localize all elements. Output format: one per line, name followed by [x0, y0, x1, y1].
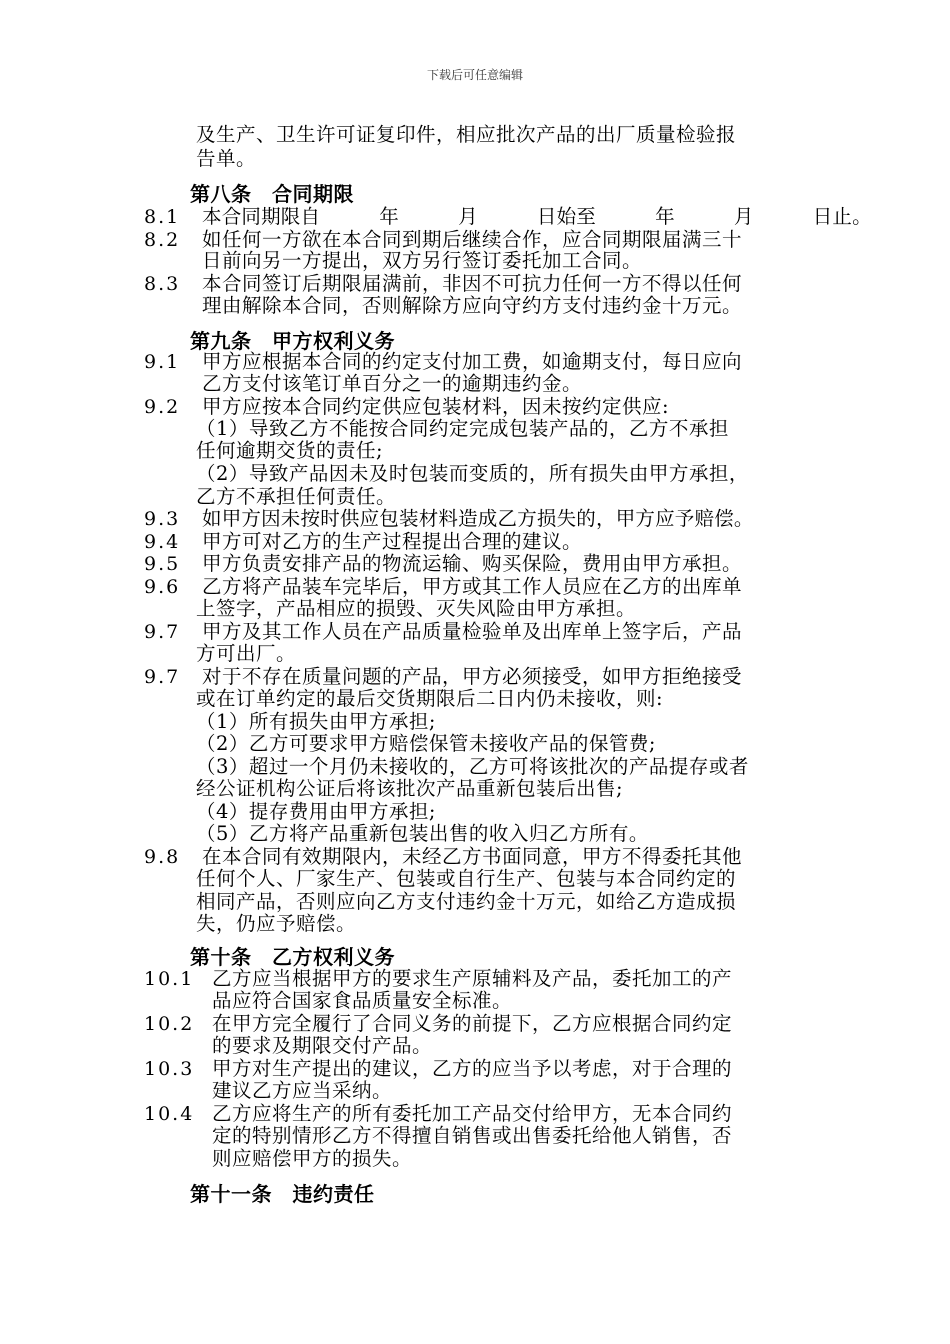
- clause-text: 对于不存在质量问题的产品，甲方必须接受，如甲方拒绝接受: [202, 665, 743, 688]
- article-8-heading: 第八条 合同期限: [190, 182, 354, 206]
- clause-number: 9.1: [144, 351, 181, 373]
- clause-number: 8.3: [144, 273, 181, 295]
- clause-text: 相同产品，否则应向乙方支付违约金十万元，如给乙方造成损: [196, 890, 737, 913]
- intro-line-2: 告单。: [196, 147, 257, 170]
- clause-text: 本合同签订后期限届满前，非因不可抗力任何一方不得以任何: [202, 272, 743, 295]
- clause-text: （1）所有损失由甲方承担;: [196, 710, 436, 733]
- clause-text: 经公证机构公证后将该批次产品重新包装后出售;: [196, 777, 624, 800]
- clause-number: 8.1: [144, 206, 181, 228]
- article-9-heading: 第九条 甲方权利义务: [190, 329, 395, 353]
- clause-text: 乙方应将生产的所有委托加工产品交付给甲方，无本合同约: [212, 1102, 733, 1125]
- clause-number: 9.6: [144, 576, 181, 598]
- clause-text: 甲方负责安排产品的物流运输、购买保险，费用由甲方承担。: [202, 552, 743, 575]
- clause-text: （3）超过一个月仍未接收的，乙方可将该批次的产品提存或者: [196, 755, 749, 778]
- clause-number: 9.3: [144, 508, 181, 530]
- clause-number: 10.4: [144, 1103, 195, 1125]
- clause-text: 如甲方因未按时供应包装材料造成乙方损失的，甲方应予赔偿。: [202, 507, 754, 530]
- clause-number: 10.3: [144, 1058, 195, 1080]
- clause-text: （5）乙方将产品重新包装出售的收入归乙方所有。: [196, 822, 649, 845]
- clause-text: 本合同期限自 年 月 日始至 年 月 日止。: [202, 205, 872, 228]
- clause-text: 任何逾期交货的责任;: [196, 439, 384, 462]
- clause-text: 日前向另一方提出，双方另行签订委托加工合同。: [202, 249, 643, 272]
- clause-text: 如任何一方欲在本合同到期后继续合作，应合同期限届满三十: [202, 228, 743, 251]
- clause-text: 在甲方完全履行了合同义务的前提下，乙方应根据合同约定: [212, 1012, 733, 1035]
- clause-text: 的要求及期限交付产品。: [212, 1034, 433, 1057]
- clause-number: 9.7: [144, 621, 181, 643]
- article-10-heading: 第十条 乙方权利义务: [190, 945, 395, 969]
- clause-text: （1）导致乙方不能按合同约定完成包装产品的，乙方不承担: [196, 417, 729, 440]
- page-header: 下载后可任意编辑: [426, 68, 523, 82]
- article-11-heading: 第十一条 违约责任: [190, 1182, 375, 1206]
- clause-text: 在本合同有效期限内，未经乙方书面同意，甲方不得委托其他: [202, 845, 743, 868]
- clause-text: 乙方将产品装车完毕后，甲方或其工作人员应在乙方的出库单: [202, 575, 743, 598]
- clause-number: 10.1: [144, 968, 195, 990]
- clause-text: 失，仍应予赔偿。: [196, 912, 357, 935]
- clause-number: 9.4: [144, 531, 181, 553]
- clause-text: 任何个人、厂家生产、包装或自行生产、包装与本合同约定的: [196, 867, 737, 890]
- clause-text: 甲方对生产提出的建议，乙方的应当予以考虑，对于合理的: [212, 1057, 733, 1080]
- clause-text: 乙方支付该笔订单百分之一的逾期违约金。: [202, 372, 583, 395]
- clause-text: 甲方应根据本合同的约定支付加工费，如逾期支付，每日应向: [202, 350, 743, 373]
- clause-text: 乙方不承担任何责任。: [196, 485, 397, 508]
- intro-line-1: 及生产、卫生许可证复印件，相应批次产品的出厂质量检验报: [196, 123, 737, 146]
- clause-text: 甲方应按本合同约定供应包装材料，因未按约定供应:: [202, 395, 670, 418]
- clause-number: 8.2: [144, 229, 181, 251]
- clause-number: 9.2: [144, 396, 181, 418]
- clause-text: 品应符合国家食品质量安全标准。: [212, 989, 513, 1012]
- clause-text: （2）导致产品因未及时包装而变质的，所有损失由甲方承担，: [196, 462, 749, 485]
- clause-number: 9.8: [144, 846, 181, 868]
- clause-number: 9.7: [144, 666, 181, 688]
- clause-number: 9.5: [144, 553, 181, 575]
- clause-text: 乙方应当根据甲方的要求生产原辅料及产品，委托加工的产: [212, 967, 733, 990]
- clause-text: 甲方及其工作人员在产品质量检验单及出库单上签字后，产品: [202, 620, 743, 643]
- clause-number: 10.2: [144, 1013, 195, 1035]
- clause-text: 或在订单约定的最后交货期限后二日内仍未接收，则:: [196, 687, 664, 710]
- clause-text: （4）提存费用由甲方承担;: [196, 800, 436, 823]
- clause-text: 理由解除本合同，否则解除方应向守约方支付违约金十万元。: [202, 294, 743, 317]
- clause-text: 方可出厂。: [196, 642, 297, 665]
- clause-text: 则应赔偿甲方的损失。: [212, 1147, 413, 1170]
- clause-text: 建议乙方应当采纳。: [212, 1079, 393, 1102]
- clause-text: （2）乙方可要求甲方赔偿保管未接收产品的保管费;: [196, 732, 656, 755]
- clause-text: 定的特别情形乙方不得擅自销售或出售委托给他人销售，否: [212, 1124, 733, 1147]
- clause-text: 甲方可对乙方的生产过程提出合理的建议。: [202, 530, 583, 553]
- clause-text: 上签字，产品相应的损毁、灭失风险由甲方承担。: [196, 597, 637, 620]
